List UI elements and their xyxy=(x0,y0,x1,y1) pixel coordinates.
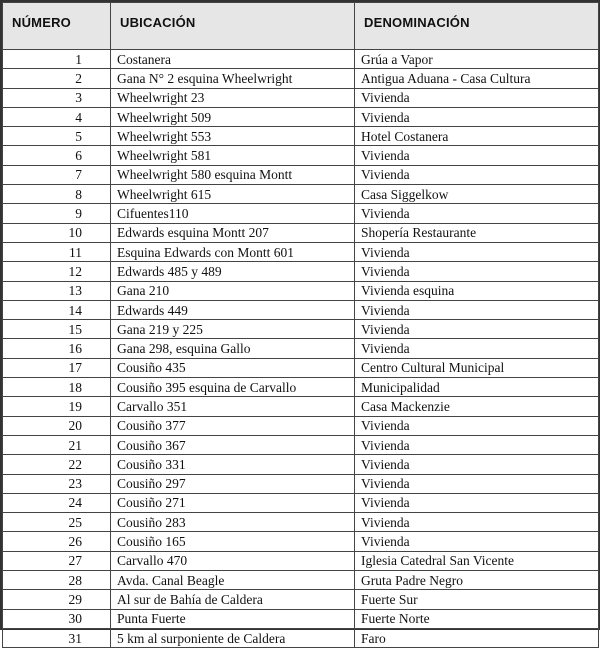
cell-numero: 4 xyxy=(3,107,111,126)
table-row xyxy=(3,165,599,184)
cell-ubicacion: Gana 219 y 225 xyxy=(111,320,355,339)
cell-denominacion: Vivienda xyxy=(355,339,599,358)
cell-ubicacion: Gana 298, esquina Gallo xyxy=(111,339,355,358)
cell-numero: 12 xyxy=(3,262,111,281)
table-row xyxy=(3,262,599,281)
table-row xyxy=(3,50,599,69)
cell-numero: 14 xyxy=(3,300,111,319)
cell-denominacion: Casa Siggelkow xyxy=(355,185,599,204)
cell-numero: 9 xyxy=(3,204,111,223)
table-row xyxy=(3,242,599,261)
cell-denominacion: Vivienda xyxy=(355,242,599,261)
cell-denominacion: Vivienda xyxy=(355,165,599,184)
table-row xyxy=(3,609,599,628)
table-row xyxy=(3,571,599,590)
cell-ubicacion: Cousiño 395 esquina de Carvallo xyxy=(111,378,355,397)
table-row xyxy=(3,127,599,146)
cell-ubicacion: Cousiño 283 xyxy=(111,513,355,532)
cell-ubicacion: Carvallo 351 xyxy=(111,397,355,416)
cell-denominacion: Centro Cultural Municipal xyxy=(355,358,599,377)
cell-numero: 8 xyxy=(3,185,111,204)
cell-ubicacion: Gana 210 xyxy=(111,281,355,300)
cell-ubicacion: Edwards 485 y 489 xyxy=(111,262,355,281)
table-row xyxy=(3,493,599,512)
cell-denominacion: Vivienda xyxy=(355,455,599,474)
cell-ubicacion: Cousiño 367 xyxy=(111,435,355,454)
table-body xyxy=(3,50,599,648)
cell-denominacion: Vivienda esquina xyxy=(355,281,599,300)
table-row xyxy=(3,281,599,300)
cell-denominacion: Municipalidad xyxy=(355,378,599,397)
cell-denominacion: Grúa a Vapor xyxy=(355,50,599,69)
cell-denominacion: Vivienda xyxy=(355,532,599,551)
cell-ubicacion: Cousiño 435 xyxy=(111,358,355,377)
cell-denominacion: Gruta Padre Negro xyxy=(355,571,599,590)
cell-denominacion: Vivienda xyxy=(355,262,599,281)
table-row xyxy=(3,397,599,416)
table-row xyxy=(3,223,599,242)
table-row xyxy=(3,185,599,204)
heritage-table xyxy=(2,2,599,648)
cell-ubicacion: Wheelwright 581 xyxy=(111,146,355,165)
cell-ubicacion: Wheelwright 23 xyxy=(111,88,355,107)
cell-numero: 13 xyxy=(3,281,111,300)
cell-numero: 29 xyxy=(3,590,111,609)
cell-denominacion: Vivienda xyxy=(355,416,599,435)
table-row xyxy=(3,590,599,609)
table-row xyxy=(3,435,599,454)
cell-ubicacion: Wheelwright 553 xyxy=(111,127,355,146)
cell-ubicacion: Cousiño 271 xyxy=(111,493,355,512)
cell-ubicacion: Carvallo 470 xyxy=(111,551,355,570)
cell-numero: 23 xyxy=(3,474,111,493)
cell-ubicacion: Gana N° 2 esquina Wheelwright xyxy=(111,69,355,88)
cell-ubicacion: Punta Fuerte xyxy=(111,609,355,628)
table-row xyxy=(3,300,599,319)
table-row xyxy=(3,69,599,88)
cell-numero: 31 xyxy=(3,628,111,647)
table-row xyxy=(3,378,599,397)
cell-ubicacion: Cousiño 297 xyxy=(111,474,355,493)
cell-ubicacion: Cousiño 377 xyxy=(111,416,355,435)
cell-denominacion: Vivienda xyxy=(355,320,599,339)
cell-ubicacion: Wheelwright 580 esquina Montt xyxy=(111,165,355,184)
cell-numero: 25 xyxy=(3,513,111,532)
cell-denominacion: Antigua Aduana - Casa Cultura xyxy=(355,69,599,88)
cell-ubicacion: Avda. Canal Beagle xyxy=(111,571,355,590)
cell-ubicacion: 5 km al surponiente de Caldera xyxy=(111,628,355,647)
cell-numero: 1 xyxy=(3,50,111,69)
cell-ubicacion: Costanera xyxy=(111,50,355,69)
cell-numero: 24 xyxy=(3,493,111,512)
cell-ubicacion: Cousiño 165 xyxy=(111,532,355,551)
cell-denominacion: Hotel Costanera xyxy=(355,127,599,146)
cell-numero: 10 xyxy=(3,223,111,242)
table-row xyxy=(3,204,599,223)
cell-numero: 28 xyxy=(3,571,111,590)
cell-denominacion: Vivienda xyxy=(355,493,599,512)
header-numero: NÚMERO xyxy=(3,3,111,50)
cell-denominacion: Vivienda xyxy=(355,435,599,454)
header-denominacion: DENOMINACIÓN xyxy=(355,3,599,50)
cell-denominacion: Vivienda xyxy=(355,107,599,126)
table-row xyxy=(3,107,599,126)
table-row xyxy=(3,628,599,647)
cell-denominacion: Casa Mackenzie xyxy=(355,397,599,416)
cell-numero: 11 xyxy=(3,242,111,261)
cell-numero: 3 xyxy=(3,88,111,107)
cell-ubicacion: Cousiño 331 xyxy=(111,455,355,474)
cell-ubicacion: Wheelwright 615 xyxy=(111,185,355,204)
cell-denominacion: Vivienda xyxy=(355,88,599,107)
cell-denominacion: Fuerte Norte xyxy=(355,609,599,628)
cell-numero: 15 xyxy=(3,320,111,339)
cell-ubicacion: Edwards esquina Montt 207 xyxy=(111,223,355,242)
cell-numero: 18 xyxy=(3,378,111,397)
cell-denominacion: Shopería Restaurante xyxy=(355,223,599,242)
cell-denominacion: Faro xyxy=(355,628,599,647)
cell-numero: 22 xyxy=(3,455,111,474)
table-row xyxy=(3,320,599,339)
table-row xyxy=(3,416,599,435)
cell-ubicacion: Wheelwright 509 xyxy=(111,107,355,126)
cell-numero: 2 xyxy=(3,69,111,88)
cell-denominacion: Vivienda xyxy=(355,204,599,223)
cell-numero: 16 xyxy=(3,339,111,358)
table-row xyxy=(3,358,599,377)
cell-numero: 26 xyxy=(3,532,111,551)
table-row xyxy=(3,474,599,493)
table-row xyxy=(3,513,599,532)
cell-numero: 19 xyxy=(3,397,111,416)
cell-ubicacion: Edwards 449 xyxy=(111,300,355,319)
cell-denominacion: Vivienda xyxy=(355,146,599,165)
cell-numero: 6 xyxy=(3,146,111,165)
table-header-row xyxy=(3,3,599,50)
cell-ubicacion: Al sur de Bahía de Caldera xyxy=(111,590,355,609)
cell-numero: 17 xyxy=(3,358,111,377)
cell-denominacion: Fuerte Sur xyxy=(355,590,599,609)
cell-numero: 30 xyxy=(3,609,111,628)
cell-ubicacion: Cifuentes110 xyxy=(111,204,355,223)
cell-denominacion: Vivienda xyxy=(355,513,599,532)
table-row xyxy=(3,146,599,165)
header-ubicacion: UBICACIÓN xyxy=(111,3,355,50)
cell-denominacion: Vivienda xyxy=(355,300,599,319)
cell-numero: 7 xyxy=(3,165,111,184)
cell-ubicacion: Esquina Edwards con Montt 601 xyxy=(111,242,355,261)
cell-numero: 21 xyxy=(3,435,111,454)
table-row xyxy=(3,551,599,570)
cell-denominacion: Vivienda xyxy=(355,474,599,493)
cell-numero: 27 xyxy=(3,551,111,570)
cell-numero: 20 xyxy=(3,416,111,435)
table-row xyxy=(3,455,599,474)
table-row xyxy=(3,339,599,358)
table-row xyxy=(3,88,599,107)
table-row xyxy=(3,532,599,551)
cell-denominacion: Iglesia Catedral San Vicente xyxy=(355,551,599,570)
cell-numero: 5 xyxy=(3,127,111,146)
